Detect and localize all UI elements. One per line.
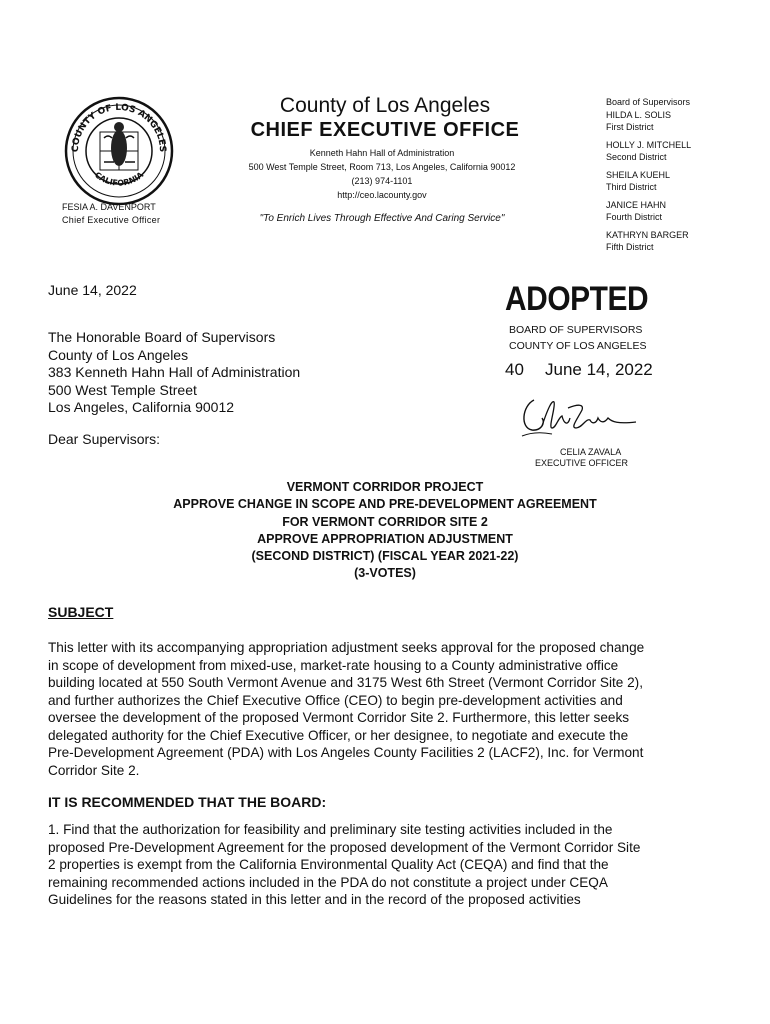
- adopted-sub-line: COUNTY OF LOS ANGELES: [509, 340, 647, 352]
- paragraph-line: remaining recommended actions included in the PDA do not constitute a project under CEQA: [48, 874, 608, 890]
- agenda-item-number: 40: [505, 360, 524, 379]
- supervisor-entry: [606, 169, 746, 194]
- supervisor-district: Fifth District: [606, 242, 654, 252]
- paragraph-line: in scope of development from mixed-use, market-rate housing to a County administrative office: [48, 657, 619, 673]
- paragraph-line: proposed Pre-Development Agreement for the proposed development of the Vermont Corridor Site: [48, 839, 641, 855]
- signature-icon: [512, 388, 642, 440]
- addressee-block: [48, 329, 300, 417]
- adopted-stamp: ADOPTED: [505, 280, 649, 318]
- subject-heading: SUBJECT: [48, 604, 114, 620]
- supervisor-district: First District: [606, 122, 654, 132]
- county-seal-icon: [64, 96, 174, 206]
- county-name: County of Los Angeles: [279, 94, 491, 117]
- supervisor-name: KATHRYN BARGER: [606, 229, 689, 240]
- office-address: [222, 146, 542, 202]
- supervisor-name: HILDA L. SOLIS: [606, 109, 672, 120]
- board-list: [606, 96, 746, 259]
- letter-date: June 14, 2022: [48, 282, 137, 298]
- paragraph-line: Pre-Development Agreement (PDA) with Los Angeles County Facilities 2 (LACF2), Inc. for Vermont: [48, 745, 644, 760]
- adopted-item-line: [505, 360, 653, 380]
- supervisor-name: JANICE HAHN: [606, 199, 667, 210]
- phone-line: (213) 974-1101: [351, 176, 413, 186]
- supervisor-name: SHEILA KUEHL: [606, 169, 671, 180]
- addressee-line: 383 Kenneth Hahn Hall of Administration: [48, 364, 301, 380]
- board-label: Board of Supervisors: [606, 97, 691, 107]
- supervisor-entry: [606, 229, 746, 254]
- addressee-line: The Honorable Board of Supervisors: [48, 329, 276, 345]
- paragraph-line: Corridor Site 2.: [48, 762, 140, 778]
- supervisor-district: Fourth District: [606, 212, 663, 222]
- salutation: Dear Supervisors:: [48, 431, 161, 447]
- recommendation-heading: IT IS RECOMMENDED THAT THE BOARD:: [48, 794, 327, 810]
- supervisor-entry: [606, 199, 746, 224]
- paragraph-line: 1. Find that the authorization for feasibility and preliminary site testing activities included in the: [48, 822, 613, 837]
- paragraph-line: oversee the development of the proposed Vermont Corridor Site 2. Furthermore, this letter seeks: [48, 710, 630, 725]
- title-line: VERMONT CORRIDOR PROJECT: [286, 480, 484, 494]
- address-line: 500 West Temple Street, Room 713, Los Angeles, California 90012: [248, 162, 516, 172]
- office-name: CHIEF EXECUTIVE OFFICE: [250, 119, 520, 141]
- subject-paragraph: [48, 639, 718, 779]
- title-line: (SECOND DISTRICT) (FISCAL YEAR 2021-22): [251, 549, 519, 564]
- addressee-line: County of Los Angeles: [48, 346, 189, 363]
- letter-title: [60, 479, 710, 583]
- seal-bottom-text: CALIFORNIA: [92, 170, 146, 188]
- title-line: APPROVE CHANGE IN SCOPE AND PRE-DEVELOPMENT AGREEMENT: [173, 497, 597, 512]
- paragraph-line: 2 properties is exempt from the California Environmental Quality Act (CEQA) and find that the: [48, 857, 609, 872]
- supervisor-entry: [606, 139, 746, 164]
- supervisor-district: Second District: [606, 152, 667, 162]
- paragraph-line: This letter with its accompanying appropriation adjustment seeks approval for the proposed change: [48, 640, 645, 655]
- adopted-date: June 14, 2022: [545, 360, 653, 379]
- svg-text:CALIFORNIA: [93, 170, 146, 188]
- paragraph-line: delegated authority for the Chief Executive Officer, or her designee, to negotiate and execute the: [48, 727, 629, 743]
- supervisor-name: HOLLY J. MITCHELL: [606, 139, 692, 150]
- cao-title: Chief Executive Officer: [62, 215, 161, 225]
- signer-name: CELIA ZAVALA: [560, 447, 622, 457]
- paragraph-line: building located at 550 South Vermont Avenue and 3175 West 6th Street (Vermont Corridor Site 2),: [48, 675, 643, 690]
- seal-top-text: COUNTY OF LOS ANGELES: [70, 102, 168, 153]
- office-motto: "To Enrich Lives Through Effective And Caring Service": [259, 213, 505, 224]
- adopted-board: [509, 322, 649, 354]
- title-line: APPROVE APPROPRIATION ADJUSTMENT: [257, 531, 513, 546]
- addressee-line: Los Angeles, California 90012: [48, 399, 235, 415]
- cao-name: FESIA A. DAVENPORT: [62, 202, 156, 212]
- supervisor-entry: [606, 109, 746, 134]
- paragraph-line: and further authorizes the Chief Executive Office (CEO) to begin pre-development activities and: [48, 692, 623, 708]
- adopted-sub-line: BOARD OF SUPERVISORS: [509, 324, 643, 336]
- paragraph-line: Guidelines for the reasons stated in this letter and in the record of the proposed activities: [48, 892, 581, 907]
- addressee-line: 500 West Temple Street: [48, 381, 197, 398]
- title-line: FOR VERMONT CORRIDOR SITE 2: [282, 514, 488, 529]
- title-line: (3-VOTES): [354, 566, 416, 581]
- recommendation-paragraph: [48, 821, 720, 909]
- website-link[interactable]: http://ceo.lacounty.gov: [337, 190, 427, 200]
- supervisor-district: Third District: [606, 182, 657, 192]
- address-line: Kenneth Hahn Hall of Administration: [309, 148, 455, 158]
- signer-title: EXECUTIVE OFFICER: [535, 458, 629, 468]
